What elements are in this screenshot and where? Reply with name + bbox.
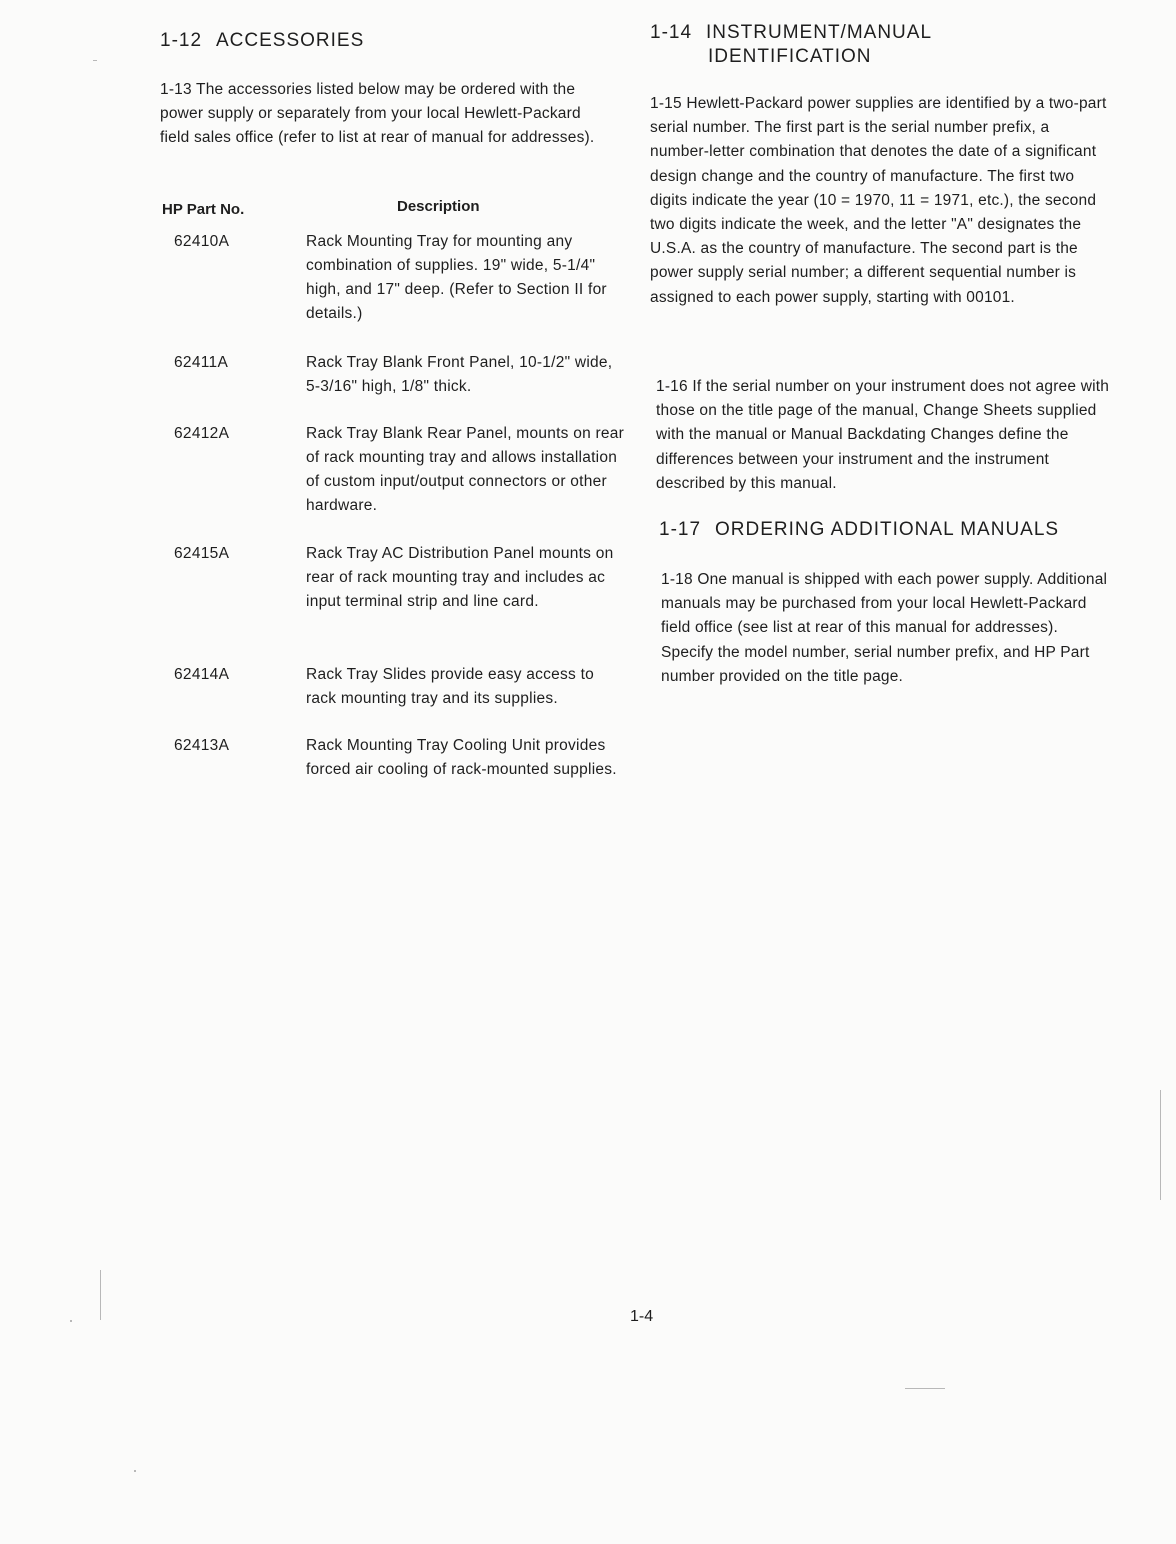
paragraph-1-16: 1-16 If the serial number on your instrument does not agree with those on the title page of the manual, Change Sheets supplied with the manual or Manual Backdating Changes define the differences between your instrument and the instrument described by this manual. [656, 378, 1110, 492]
section-title: ORDERING ADDITIONAL MANUALS [715, 519, 1060, 540]
part-number: 62414A [174, 666, 230, 683]
section-heading-ordering-additional-manuals [659, 518, 1059, 542]
scan-speck [93, 60, 97, 61]
section-heading-instrument-manual-identification [650, 21, 932, 69]
column-header-part-number: HP Part No. [162, 201, 245, 218]
section-title: ACCESSORIES [216, 30, 365, 51]
part-description: Rack Tray Slides provide easy access to rack mounting tray and its supplies. [306, 666, 595, 707]
part-number: 62410A [174, 233, 230, 250]
column-header-description: Description [397, 198, 480, 215]
part-description: Rack Tray Blank Front Panel, 10-1/2" wide, 5-3/16" high, 1/8" thick. [306, 354, 613, 395]
part-description: Rack Tray Blank Rear Panel, mounts on rear of rack mounting tray and allows installation of custom input/output connectors or other hardware. [306, 425, 625, 514]
part-description: Rack Mounting Tray for mounting any combination of supplies. 19" wide, 5-1/4" high, and 17" deep. (Refer to Section II for details.) [306, 233, 607, 322]
part-description: Rack Mounting Tray Cooling Unit provides forced air cooling of rack-mounted supplies. [306, 737, 617, 778]
paragraph-1-13: 1-13 The accessories listed below may be ordered with the power supply or separately from your local Hewlett-Packard field sales office (refer to list at rear of manual for addresses). [160, 81, 595, 147]
scan-speck [70, 1320, 72, 1322]
page-number: 1-4 [630, 1308, 654, 1325]
part-number: 62415A [174, 545, 230, 562]
scan-speck [134, 1470, 136, 1472]
section-number: 1-12 [160, 30, 203, 51]
part-number: 62412A [174, 425, 230, 442]
section-title-line-2: IDENTIFICATION [708, 46, 872, 67]
paragraph-1-18: 1-18 One manual is shipped with each power supply. Additional manuals may be purchased from your local Hewlett-Packard field office (see list at rear of this manual for addresses). Specify the model number, serial number prefix, and HP Part number provided on the title page. [661, 571, 1108, 685]
section-number: 1-14 [650, 22, 693, 43]
scan-edge-mark [100, 1270, 101, 1320]
paragraph-1-15: 1-15 Hewlett-Packard power supplies are identified by a two-part serial number. The first part is the serial number prefix, a number-letter combination that denotes the date of a significant design change and the country of manufacture. The first two digits indicate the year (10 = 1970, 11 = 1971, etc.), the second two digits indicate the week, and the letter "A" designates the U.S.A. as the country of manufacture. The second part is the power supply serial number; a different sequential number is assigned to each power supply, starting with 00101. [650, 95, 1107, 306]
part-number: 62413A [174, 737, 230, 754]
section-heading-accessories [160, 29, 364, 53]
section-number: 1-17 [659, 519, 702, 540]
section-title-line-1: INSTRUMENT/MANUAL [706, 22, 933, 43]
scan-speck [905, 1388, 945, 1389]
scan-edge-mark [1160, 1090, 1161, 1200]
part-description: Rack Tray AC Distribution Panel mounts on rear of rack mounting tray and includes ac input terminal strip and line card. [306, 545, 614, 610]
part-number: 62411A [174, 354, 229, 371]
